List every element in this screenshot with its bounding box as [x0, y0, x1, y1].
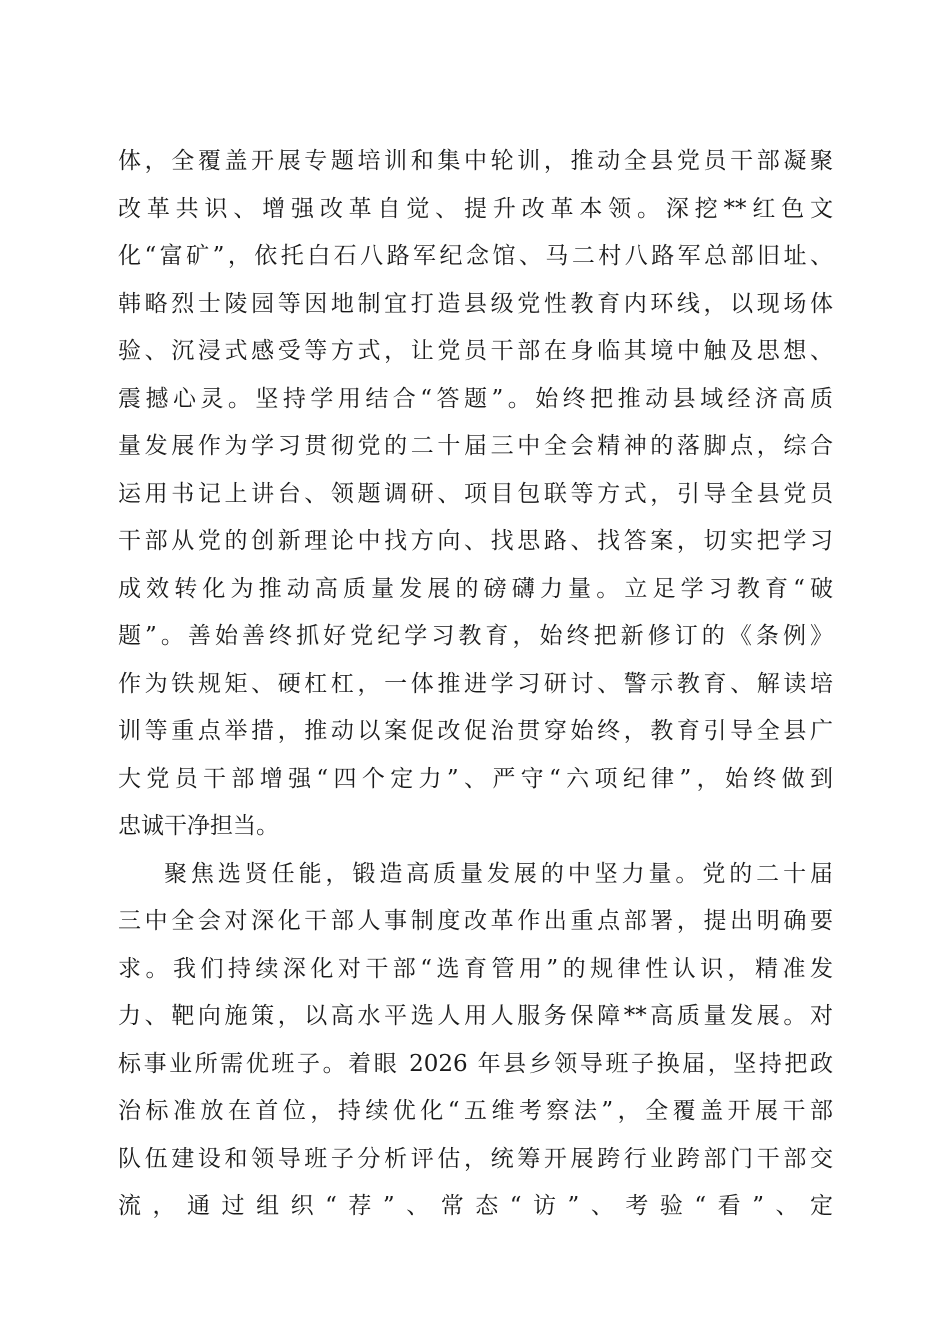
text-line: 运用书记上讲台、领题调研、项目包联等方式，引导全县党员: [118, 480, 833, 507]
text-line: 流，通过组织“荐”、常态“访”、考验“看”、定: [118, 1193, 833, 1219]
text-line: 训等重点举措，推动以案促改促治贯穿始终，教育引导全县广: [118, 718, 833, 744]
text-line: 题”。善始善终抓好党纪学习教育，始终把新修订的《条例》: [118, 623, 833, 649]
text-line: 干部从党的创新理论中找方向、找思路、找答案，切实把学习: [118, 528, 833, 554]
text-line: 验、沉浸式感受等方式，让党员干部在身临其境中触及思想、: [118, 338, 833, 364]
text-line: 忠诚干净担当。: [118, 813, 279, 839]
text-line: 作为铁规矩、硬杠杠，一体推进学习研讨、警示教育、解读培: [118, 670, 833, 697]
text-line: 改革共识、增强改革自觉、提升改革本领。深挖**红色文: [118, 195, 833, 222]
text-line: 求。我们持续深化对干部“选育管用”的规律性认识，精准发: [118, 955, 833, 982]
text-line: 力、靶向施策，以高水平选人用人服务保障**高质量发展。对: [118, 1003, 833, 1029]
text-line: 队伍建设和领导班子分析评估，统筹开展跨行业跨部门干部交: [118, 1145, 833, 1172]
text-line: 韩略烈士陵园等因地制宜打造县级党性教育内环线，以现场体: [118, 290, 833, 317]
text-line: 大党员干部增强“四个定力”、严守“六项纪律”，始终做到: [118, 765, 833, 792]
text-line: 成效转化为推动高质量发展的磅礴力量。立足学习教育“破: [118, 575, 833, 602]
text-line: 量发展作为学习贯彻党的二十届三中全会精神的落脚点，综合: [118, 433, 833, 459]
text-line: 三中全会对深化干部人事制度改革作出重点部署，提出明确要: [118, 908, 833, 934]
text-line: 标事业所需优班子。着眼 2026 年县乡领导班子换届，坚持把政: [118, 1050, 833, 1077]
text-line: 体，全覆盖开展专题培训和集中轮训，推动全县党员干部凝聚: [118, 148, 833, 174]
body-text: [118, 138, 833, 1231]
text-line: 震撼心灵。坚持学用结合“答题”。始终把推动县域经济高质: [118, 385, 833, 412]
paragraph-first-line: 聚焦选贤任能，锻造高质量发展的中坚力量。党的二十届: [164, 860, 833, 887]
text-line: 化“富矿”，依托白石八路军纪念馆、马二村八路军总部旧址、: [118, 243, 833, 269]
text-line: 治标准放在首位，持续优化“五维考察法”，全覆盖开展干部: [118, 1098, 833, 1124]
